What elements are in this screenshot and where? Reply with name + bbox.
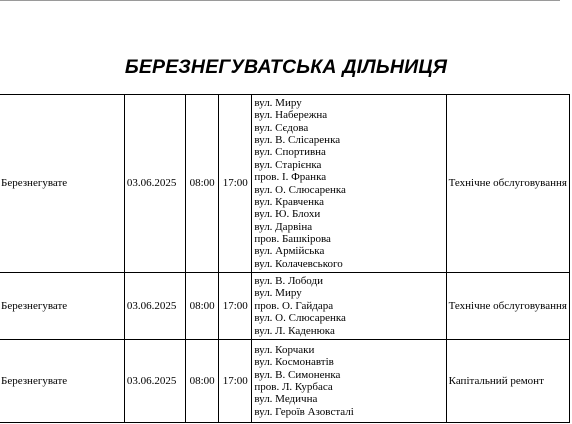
street-item: вул. Старієнка — [254, 158, 322, 171]
street-item: пров. О. Гайдара — [254, 299, 334, 312]
street-item: вул. В. Симоненка — [254, 368, 341, 381]
start-time-cell: 08:00 — [186, 273, 219, 340]
locality-cell: Березнегувате — [0, 95, 124, 273]
work-type-cell: Технічне обслуговування — [446, 95, 569, 273]
street-item: вул. Сєдова — [254, 121, 309, 134]
street-item: вул. В. Лободи — [254, 275, 323, 288]
end-time-cell: 17:00 — [219, 273, 252, 340]
street-item: вул. Набережна — [254, 109, 328, 122]
work-type-cell: Капітальний ремонт — [446, 340, 569, 423]
page-title: БЕРЕЗНЕГУВАТСЬКА ДІЛЬНИЦЯ — [124, 56, 448, 78]
street-item: вул. Медична — [254, 393, 318, 406]
start-time-cell: 08:00 — [186, 340, 219, 423]
street-item: вул. Спортивна — [254, 146, 326, 159]
date-cell: 03.06.2025 — [124, 273, 185, 340]
end-time-cell: 17:00 — [219, 95, 252, 273]
street-item: вул. Армійська — [254, 245, 325, 258]
street-item: пров. І. Франка — [254, 171, 327, 184]
outage-schedule-table — [0, 94, 570, 423]
table-row — [0, 273, 570, 340]
top-divider-line — [0, 0, 560, 2]
street-item: вул. Космонавтів — [254, 356, 334, 369]
street-item: вул. Миру — [254, 287, 302, 300]
street-item: вул. Корчаки — [254, 343, 315, 356]
table-row — [0, 95, 570, 273]
street-item: вул. Дарвіна — [254, 220, 313, 233]
work-type-cell: Технічне обслуговування — [446, 273, 569, 340]
street-item: пров. Л. Курбаса — [254, 381, 333, 393]
end-time-cell: 17:00 — [219, 340, 252, 423]
street-item: вул. Кравченка — [254, 195, 325, 208]
street-item: вул. О. Слюсаренка — [254, 312, 346, 325]
street-item: вул. О. Слюсаренка — [254, 183, 346, 196]
street-item: вул. Колачевського — [254, 257, 343, 270]
table-row — [0, 340, 570, 423]
date-cell: 03.06.2025 — [124, 95, 185, 273]
street-item: вул. В. Слісаренка — [254, 134, 341, 147]
street-item: вул. Л. Каденюка — [254, 324, 335, 337]
street-item: пров. Башкірова — [254, 232, 331, 245]
streets-cell — [252, 95, 446, 273]
street-item: вул. Ю. Блохи — [254, 208, 321, 221]
street-item: вул. Героїв Азовсталі — [254, 405, 354, 418]
start-time-cell: 08:00 — [186, 95, 219, 273]
streets-cell — [252, 340, 446, 423]
date-cell: 03.06.2025 — [124, 340, 185, 423]
locality-cell: Березнегувате — [0, 273, 124, 340]
locality-cell: Березнегувате — [0, 340, 124, 423]
street-item: вул. Миру — [254, 97, 302, 110]
streets-cell — [252, 273, 446, 340]
